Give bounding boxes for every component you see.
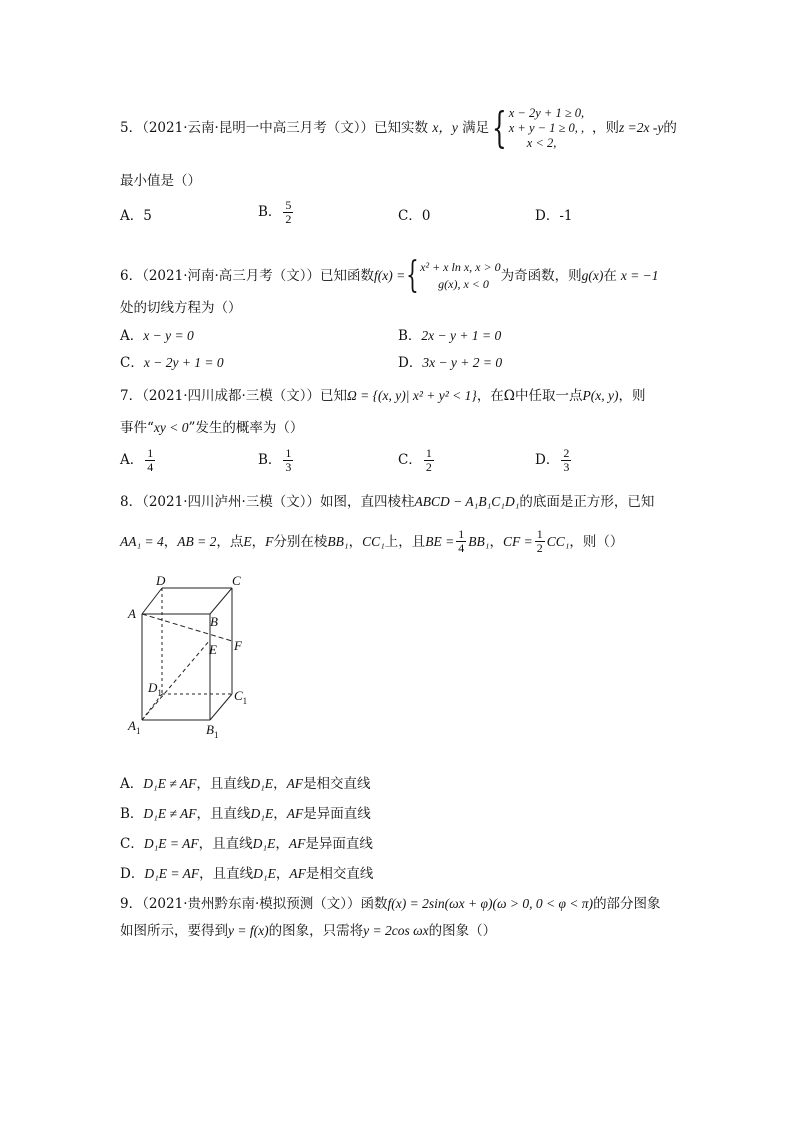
q9-stem-b: 的部分图象 (593, 896, 661, 912)
q7-option-c-fraction (424, 447, 434, 474)
q7-option-a-label: A． (120, 452, 144, 468)
label-c1-sub: 1 (242, 696, 248, 706)
q5-stem-c: ，则 (592, 120, 619, 136)
denominator: 3 (563, 460, 570, 474)
label-b: B (210, 614, 218, 629)
q6-option-c-label: C． (120, 355, 144, 371)
q8-option-a (120, 775, 371, 793)
separator: ， (275, 836, 289, 852)
q6-piecewise (420, 259, 500, 293)
q6-stem-c: 在 (603, 268, 617, 284)
q5-system-lines (509, 106, 584, 151)
separator: ， (273, 776, 287, 792)
q5-objective: z =2x -y (619, 120, 664, 135)
q6-option-a (120, 327, 194, 345)
q5-option-d: D．-1 (535, 208, 573, 224)
q6-option-d-text: 3x − y + 2 = 0 (422, 355, 503, 370)
q8-option-b-af: AF (286, 806, 304, 821)
q5-stem-b: 满足 (462, 120, 490, 136)
q6-option-b (398, 327, 501, 345)
label-b1-letter: B (206, 722, 214, 737)
label-a: A (128, 606, 136, 621)
q9-stem-d: 的图象，只需将 (268, 923, 364, 939)
q6-stem-line2: 处的切线方程为（） (120, 300, 242, 316)
q8-option-a-af: AF (286, 776, 304, 791)
label-e: E (209, 642, 217, 657)
q5-option-b-fraction (283, 199, 293, 226)
q8-option-c-label: C． (120, 836, 144, 852)
q8-be: BE = (425, 533, 455, 549)
denominator: 2 (285, 212, 292, 226)
q6-gx: g(x) (581, 268, 604, 283)
q8-be-fraction (456, 528, 466, 555)
q7-omega-set: Ω = {(x, y)| x² + y² < 1} (347, 388, 477, 403)
q8-stem-b: 的底面是正方形，已知 (519, 494, 655, 510)
q6-source: 6．（2021·河南·高三月考（文））已知函数 (120, 268, 375, 284)
denominator: 4 (147, 460, 154, 474)
label-c1-letter: C (234, 688, 243, 703)
label-f: F (234, 638, 242, 653)
q7-stem-d: 事件“ (120, 420, 154, 436)
edge-b1c1 (210, 694, 232, 720)
q6-option-a-text: x − y = 0 (143, 328, 194, 343)
q8-option-c-mid: ，且直线 (198, 836, 253, 852)
q7-stem-b: ，在Ω中任取一点 (476, 388, 583, 404)
label-b1-sub: 1 (213, 730, 219, 740)
separator: ， (275, 866, 290, 882)
q5-option-a: A．5 (120, 208, 152, 224)
q8-cc1b: CC₁ (546, 533, 570, 549)
label-a1-letter: A (128, 718, 136, 733)
q8-edge-bb1: BB₁ (327, 533, 349, 549)
q6-option-a-label: A． (120, 328, 144, 344)
q8-option-b-mid: ，且直线 (196, 806, 251, 822)
q8-option-d-relation: D₁E = AF (144, 866, 200, 881)
q8-stem-c: ，点 (216, 533, 244, 550)
q5-constraint-2: x + y − 1 ≥ 0, , (508, 120, 585, 135)
numerator: 1 (147, 446, 154, 460)
label-d1 (147, 680, 162, 698)
edge-cb (210, 588, 232, 614)
q7-option-c-label: C． (398, 452, 422, 468)
q8-edge-cc1: CC₁ (362, 533, 385, 549)
q9-yfx: y = f(x) (228, 923, 269, 938)
q8-stem-e: 上，且 (384, 533, 426, 550)
q8-option-b-tail: 是异面直线 (303, 806, 371, 822)
q8-option-d-tail: 是相交直线 (305, 866, 374, 882)
label-a1 (127, 718, 140, 736)
q8-option-d-label: D． (120, 866, 145, 882)
q8-option-b-label: B． (120, 806, 144, 822)
q7-option-b (258, 447, 295, 474)
q6-case-2: g(x), x < 0 (438, 277, 489, 291)
q8-point-f: F (265, 533, 274, 549)
q7-stem-e: ”发生的概率为（） (188, 420, 304, 436)
q8-option-a-relation: D₁E ≠ AF (143, 776, 197, 791)
q6-option-c-text: x − 2y + 1 = 0 (143, 355, 224, 370)
q8-option-a-label: A． (120, 776, 144, 792)
q6-stem-line1 (120, 255, 659, 296)
q9-stem-line1 (120, 895, 661, 913)
label-c: C (232, 573, 241, 588)
numerator: 1 (458, 527, 465, 541)
separator: ， (348, 533, 363, 550)
q8-cf: CF = (502, 533, 533, 549)
q8-ab: AB = 2 (177, 533, 217, 549)
q8-option-b (120, 805, 371, 823)
q7-option-b-fraction (283, 447, 293, 474)
q5-stem-line2: 最小值是（） (120, 173, 201, 189)
q7-source: 7．（2021·四川成都·三模（文））已知 (120, 388, 348, 404)
q8-option-a-tail: 是相交直线 (303, 776, 371, 792)
q5-constraint-system (490, 96, 584, 160)
q7-option-d (535, 447, 573, 474)
edge-ad (142, 588, 162, 614)
q7-option-a (120, 447, 157, 474)
q6-option-b-text: 2x − y + 1 = 0 (421, 328, 502, 343)
q8-option-c (120, 835, 373, 853)
numerator: 1 (425, 446, 432, 460)
q8-prism: ABCD − A₁B₁C₁D₁ (414, 494, 520, 509)
q8-source: 8．（2021·四川泸州·三模（文））如图，直四棱柱 (120, 494, 415, 510)
q9-stem-e: 的图象（） (428, 923, 497, 939)
q5-stem-tail (592, 119, 677, 137)
denominator: 2 (425, 460, 432, 474)
denominator: 3 (285, 460, 292, 474)
q6-case-1: x² + x ln x, x > 0 (420, 260, 501, 274)
label-d1-letter: D (148, 680, 158, 695)
q8-option-c-relation: D₁E = AF (143, 836, 199, 851)
q5-constraint-1: x − 2y + 1 ≥ 0, (508, 105, 585, 120)
q9-stem-c: 如图所示，要得到 (120, 923, 228, 939)
q7-point: P(x, y) (582, 388, 619, 403)
q7-stem-line1 (120, 387, 646, 405)
numerator: 1 (285, 446, 292, 460)
q9-function: f(x) = 2sin(ωx + φ)(ω > 0, 0 < φ < π) (387, 896, 594, 911)
q7-option-c (398, 447, 436, 474)
separator: ， (489, 533, 503, 550)
left-brace: { (492, 103, 507, 152)
label-d1-sub: 1 (157, 688, 162, 698)
q7-event: xy < 0 (153, 420, 189, 435)
q8-stem-line2 (120, 528, 623, 555)
q9-stem-line2 (120, 922, 496, 940)
q5-option-b (258, 199, 295, 226)
q7-option-b-label: B． (258, 452, 282, 468)
denominator: 2 (536, 541, 543, 555)
separator: ， (163, 533, 178, 550)
q7-stem-line2 (120, 419, 303, 437)
q5-stem-d: 的 (663, 120, 677, 136)
label-a1-sub: 1 (135, 726, 141, 736)
label-b1 (206, 722, 218, 740)
numerator: 2 (563, 446, 570, 460)
q8-option-c-line: D₁E (252, 836, 276, 851)
q6-xval: x = −1 (620, 268, 659, 283)
q8-option-c-tail: 是异面直线 (305, 836, 373, 852)
separator: ， (273, 806, 287, 822)
numerator: 1 (536, 527, 543, 541)
q8-option-d (120, 865, 373, 883)
q8-stem-d: 分别在棱 (273, 533, 328, 550)
left-brace: { (406, 255, 420, 296)
q6-option-b-label: B． (398, 328, 422, 344)
q8-option-b-line: D₁E (250, 806, 274, 821)
numerator: 5 (285, 198, 292, 212)
q7-option-d-label: D． (535, 452, 560, 468)
q7-option-a-fraction (145, 447, 155, 474)
q5-constraint-3: x < 2, (526, 135, 557, 150)
q6-option-d (398, 354, 502, 372)
segment-af (142, 614, 232, 641)
q6-option-d-label: D． (398, 355, 423, 371)
q8-aa1: AA₁ = 4 (120, 533, 164, 549)
q8-option-a-line: D₁E (250, 776, 274, 791)
q8-option-d-mid: ，且直线 (199, 866, 254, 882)
q8-stem-line1 (120, 493, 654, 511)
separator: ， (251, 533, 266, 550)
q8-option-c-af: AF (288, 836, 306, 851)
q5-vars: x，y (432, 120, 458, 135)
q8-bb1b: BB₁ (468, 533, 490, 549)
q8-option-b-relation: D₁E ≠ AF (143, 806, 197, 821)
q9-source: 9．（2021·贵州黔东南·模拟预测（文））函数 (120, 896, 388, 912)
q7-option-d-fraction (561, 447, 571, 474)
denominator: 4 (458, 541, 465, 555)
q6-stem-b: 为奇函数，则 (500, 268, 582, 284)
q8-option-a-mid: ，且直线 (196, 776, 251, 792)
q6-function: f(x) = (374, 268, 406, 283)
q8-option-d-line: D₁E (253, 866, 276, 881)
q7-stem-c: ，则 (618, 388, 646, 404)
q5-option-c: C．0 (398, 208, 431, 224)
q5-source: 5．（2021·云南·昆明一中高三月考（文））已知实数 (120, 120, 429, 136)
q6-option-c (120, 354, 224, 372)
prism-figure (120, 570, 260, 742)
q8-cf-fraction (535, 528, 545, 555)
q5-stem-line1 (120, 119, 489, 137)
q8-point-e: E (243, 533, 252, 549)
label-c1 (234, 688, 247, 706)
q9-ycos: y = 2cos ωx (363, 923, 429, 938)
q8-option-d-af: AF (289, 866, 306, 881)
label-d: D (156, 573, 166, 588)
q5-option-b-label: B． (258, 204, 282, 220)
q8-stem-f: ，则（） (569, 533, 624, 550)
